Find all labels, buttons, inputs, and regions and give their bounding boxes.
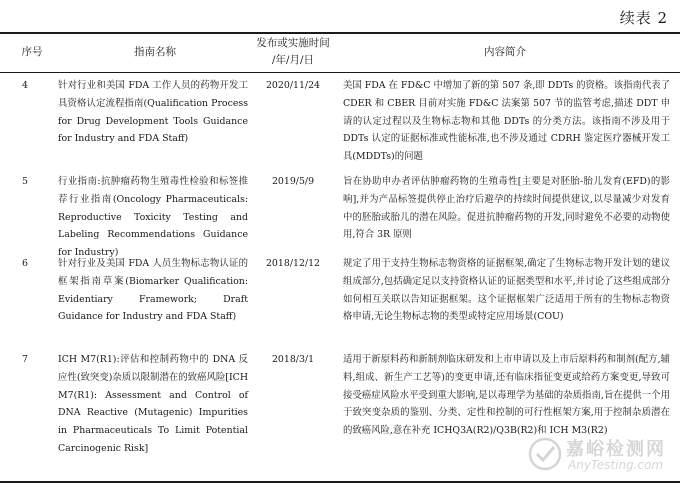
table-bottom-rule (0, 481, 680, 483)
row-guideline-name: 行业指南:抗肿瘤药物生殖毒性检验和标签推荐行业指南(Oncology Pharmaceuticals: Reproductive Toxicity Testing and Labeling Recommendations Guidance for Industry) (58, 176, 248, 259)
header-content: 内容简介 (484, 46, 526, 58)
row-date: 2018/3/1 (271, 354, 315, 365)
row-content: 美国 FDA 在 FD&C 中增加了新的第 507 条,即 DDTs 的资格。该指南代表了 CDER 和 CBER 目前对实施 FD&C 法案第 507 节的监管考虑,描述 DDT 申请的认定过程以及生物标志物和其他 DDTs 的分类方法。该指南不涉及用于 DDTs 认定的证据标准或性能标准,也不涉及通过 CDRH 鉴定医疗器械开发工具(MDDTs)的问题 (343, 80, 670, 163)
table-header-rule (0, 72, 680, 73)
watermark-text-en: AnyTesting.com (568, 458, 664, 472)
row-index: 6 (22, 258, 28, 269)
row-guideline-name: 针对行业和美国 FDA 工作人员的药物开发工具资格认定流程指南(Qualification Process for Drug Development Tools Guidance for Industry and FDA Staff) (58, 80, 248, 145)
header-date-line2: /年/月/日 (271, 54, 315, 66)
watermark-logo-icon (528, 437, 562, 471)
header-date-line1: 发布或实施时间 (256, 37, 330, 49)
row-guideline-name: 针对行业及美国 FDA 人员生物标志物认证的框架指南草案(Biomarker Qualification: Evidentiary Framework; Draft Guidance for Industry and FDA Staff) (58, 258, 248, 323)
row-date: 2018/12/12 (265, 258, 321, 269)
watermark-text-cn: 嘉峪检测网 (566, 439, 666, 460)
row-date: 2020/11/24 (265, 80, 321, 91)
row-content: 适用于新原料药和新制剂临床研发和上市申请以及上市后原料药和制剂(配方,辅料,组成、新生产工艺等)的变更申请,还有临床指征变更或给药方案变更,导致可接受癌症风险水平受到重大影响,是以毒理学为基础的杂质指南,旨在提供一个用于致突变杂质的鉴别、分类、定性和控制的可行性框架方案,用于控制杂质潜在的致癌风险,意在补充 ICHQ3A(R2)/Q3B(R2)和 ICH M3(R2) (343, 354, 670, 437)
header-name: 指南名称 (134, 46, 176, 58)
row-index: 4 (22, 80, 28, 91)
row-index: 7 (22, 354, 28, 365)
header-index: 序号 (21, 46, 43, 58)
row-date: 2019/5/9 (271, 176, 315, 187)
row-content: 旨在协助申办者评估肿瘤药物的生殖毒性[主要是对胚胎-胎儿发育(EFD)的影响],并为产品标签提供停止治疗后避孕的持续时间提供建议,以尽量减少对发育中的胚胎或胎儿的潜在风险。促进抗肿瘤药物的开发,同时避免不必要的动物使用,符合 3R 原则 (343, 176, 670, 241)
table-top-rule (0, 32, 680, 34)
row-content: 规定了用于支持生物标志物资格的证据框架,确定了生物标志物开发计划的建议组成部分,包括确定足以支持资格认证的证据类型和水平,并讨论了这些组成部分如何相互关联以告知证据框架。这个证据框架广泛适用于所有的生物标志物资格申请,无论生物标志物的类型或特定应用场景(COU) (343, 258, 670, 323)
table-continuation-label: 续表 2 (619, 9, 668, 27)
row-guideline-name: ICH M7(R1):评估和控制药物中的 DNA 反应性(致突变)杂质以限制潜在的致癌风险[ICH M7(R1): Assessment and Control of DNA Reactive (Mutagenic) Impurities in Pharmaceuticals To Limit Potential Carcinogenic Risk] (58, 354, 248, 454)
row-index: 5 (22, 176, 28, 187)
